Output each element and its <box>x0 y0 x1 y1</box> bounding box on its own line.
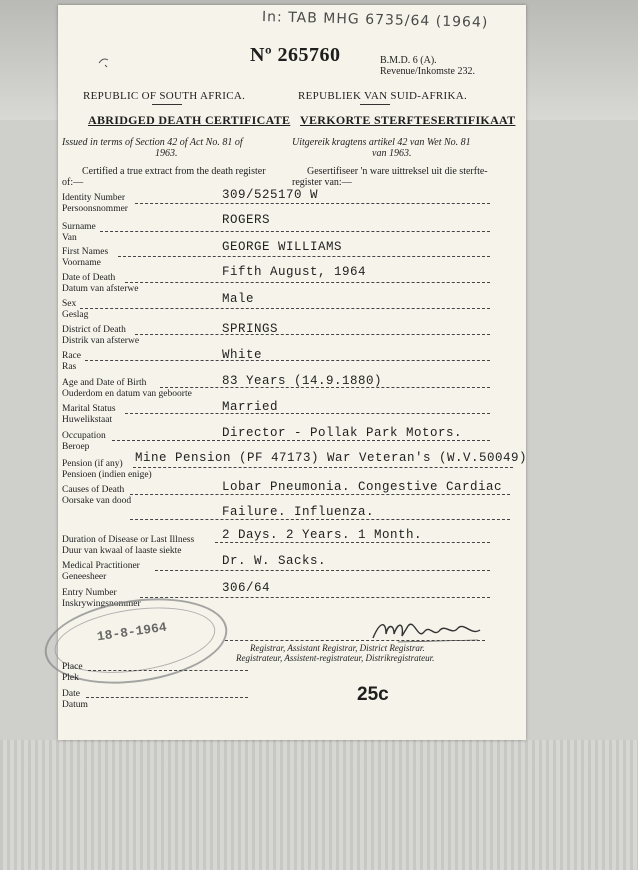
field-line <box>133 467 513 468</box>
label-medical-af: Geneesheer <box>62 572 107 582</box>
country-en: REPUBLIC OF SOUTH AFRICA. <box>83 90 246 102</box>
value-district: SPRINGS <box>222 322 279 336</box>
value-sex: Male <box>222 292 255 306</box>
certified-af-line2: register van:— <box>292 177 352 188</box>
label-date-en: Date <box>62 689 80 699</box>
certificate-number: Nº 265760 <box>250 44 341 66</box>
registrar-titles-en: Registrar, Assistant Registrar, District Registrar. <box>250 643 425 653</box>
issued-af-line2: van 1963. <box>372 148 412 159</box>
label-date-of-death-af: Datum van afsterwe <box>62 284 139 294</box>
label-occupation-af: Beroep <box>62 442 90 452</box>
label-causes-en: Causes of Death <box>62 485 125 495</box>
heading-rule-en <box>152 104 182 105</box>
label-entry-en: Entry Number <box>62 588 117 598</box>
field-line <box>100 231 490 232</box>
field-line <box>118 256 490 257</box>
revenue-code: Revenue/Inkomste 232. <box>380 66 475 77</box>
label-marital-af: Huwelikstaat <box>62 415 113 425</box>
field-line <box>125 413 490 414</box>
label-causes-af: Oorsake van dood <box>62 496 132 506</box>
value-pension: Mine Pension (PF 47173) War Veteran's (W.V.50049) <box>135 451 528 465</box>
heading-rule-af <box>360 104 390 105</box>
certified-en-line2: of:— <box>62 177 84 188</box>
date-line <box>86 697 248 698</box>
label-age-af: Ouderdom en datum van geboorte <box>62 389 192 399</box>
form-code: B.M.D. 6 (A). <box>380 55 437 66</box>
label-sex-af: Geslag <box>62 310 89 320</box>
label-identity-number-en: Identity Number <box>62 193 126 203</box>
value-occupation: Director - Pollak Park Motors. <box>222 426 463 440</box>
label-date-af: Datum <box>62 700 88 710</box>
value-surname: ROGERS <box>222 213 271 227</box>
value-marital: Married <box>222 400 279 414</box>
field-line <box>155 570 490 571</box>
label-occupation-en: Occupation <box>62 431 106 441</box>
value-duration: 2 Days. 2 Years. 1 Month. <box>222 528 423 542</box>
field-line <box>215 542 490 543</box>
label-district-en: District of Death <box>62 325 126 335</box>
label-pension-en: Pension (if any) <box>62 459 123 469</box>
signature-line <box>225 640 485 641</box>
label-duration-en: Duration of Disease or Last Illness <box>62 535 195 545</box>
label-identity-number-af: Persoonsnommer <box>62 204 128 214</box>
label-race-af: Ras <box>62 362 77 372</box>
label-date-of-death-en: Date of Death <box>62 273 116 283</box>
label-place-en: Place <box>62 662 83 672</box>
label-place-af: Plek <box>62 673 79 683</box>
label-surname-af: Van <box>62 233 77 243</box>
field-line <box>130 494 510 495</box>
place-line <box>88 670 248 671</box>
field-line <box>130 519 510 520</box>
label-pension-af: Pensioen (indien enige) <box>62 470 152 480</box>
value-medical: Dr. W. Sacks. <box>222 554 327 568</box>
label-surname-en: Surname <box>62 222 96 232</box>
value-date-of-death: Fifth August, 1964 <box>222 265 367 279</box>
tick-mark <box>96 55 114 74</box>
label-entry-af: Inskrywingsnommer <box>62 599 141 609</box>
value-identity-number: 309/525170 W <box>222 188 319 202</box>
issued-en-line1: Issued in terms of Section 42 of Act No. 81 of <box>62 137 243 148</box>
label-duration-af: Duur van kwaal of laaste siekte <box>62 546 182 556</box>
label-medical-en: Medical Practitioner <box>62 561 140 571</box>
stamp-date: 18-8-1964 <box>96 619 168 645</box>
value-race: White <box>222 348 263 362</box>
registrar-titles-af: Registrateur, Assistent-registrateur, Distrikregistrateur. <box>236 653 435 663</box>
fee-amount: 25c <box>357 684 389 705</box>
certified-af-line1: Gesertifiseer 'n ware uittreksel uit die sterfte- <box>307 166 488 177</box>
label-district-af: Distrik van afsterwe <box>62 336 140 346</box>
value-causes-line1: Lobar Pneumonia. Congestive Cardiac <box>222 480 503 494</box>
field-line <box>125 282 490 283</box>
archive-reference: In: TAB MHG 6735/64 (1964) <box>261 9 489 31</box>
value-age: 83 Years (14.9.1880) <box>222 374 383 388</box>
field-line <box>112 440 490 441</box>
title-en: ABRIDGED DEATH CERTIFICATE <box>88 113 291 127</box>
field-line <box>135 334 490 335</box>
label-first-names-en: First Names <box>62 247 109 257</box>
scan-background-bottom <box>0 740 638 870</box>
certified-en-line1: Certified a true extract from the death register <box>82 166 266 177</box>
country-af: REPUBLIEK VAN SUID-AFRIKA. <box>298 90 468 102</box>
value-entry: 306/64 <box>222 581 271 595</box>
label-sex-en: Sex <box>62 299 77 309</box>
issued-en-line2: 1963. <box>155 148 178 159</box>
issued-af-line1: Uitgereik kragtens artikel 42 van Wet No. 81 <box>292 137 471 148</box>
field-line <box>85 360 490 361</box>
field-line <box>135 203 490 204</box>
title-af: VERKORTE STERFTESERTIFIKAAT <box>300 113 516 127</box>
label-marital-en: Marital Status <box>62 404 116 414</box>
label-first-names-af: Voorname <box>62 258 101 268</box>
field-line <box>80 308 490 309</box>
label-age-en: Age and Date of Birth <box>62 378 147 388</box>
label-race-en: Race <box>62 351 81 361</box>
value-first-names: GEORGE WILLIAMS <box>222 240 343 254</box>
field-line <box>140 597 490 598</box>
value-causes-line2: Failure. Influenza. <box>222 505 375 519</box>
